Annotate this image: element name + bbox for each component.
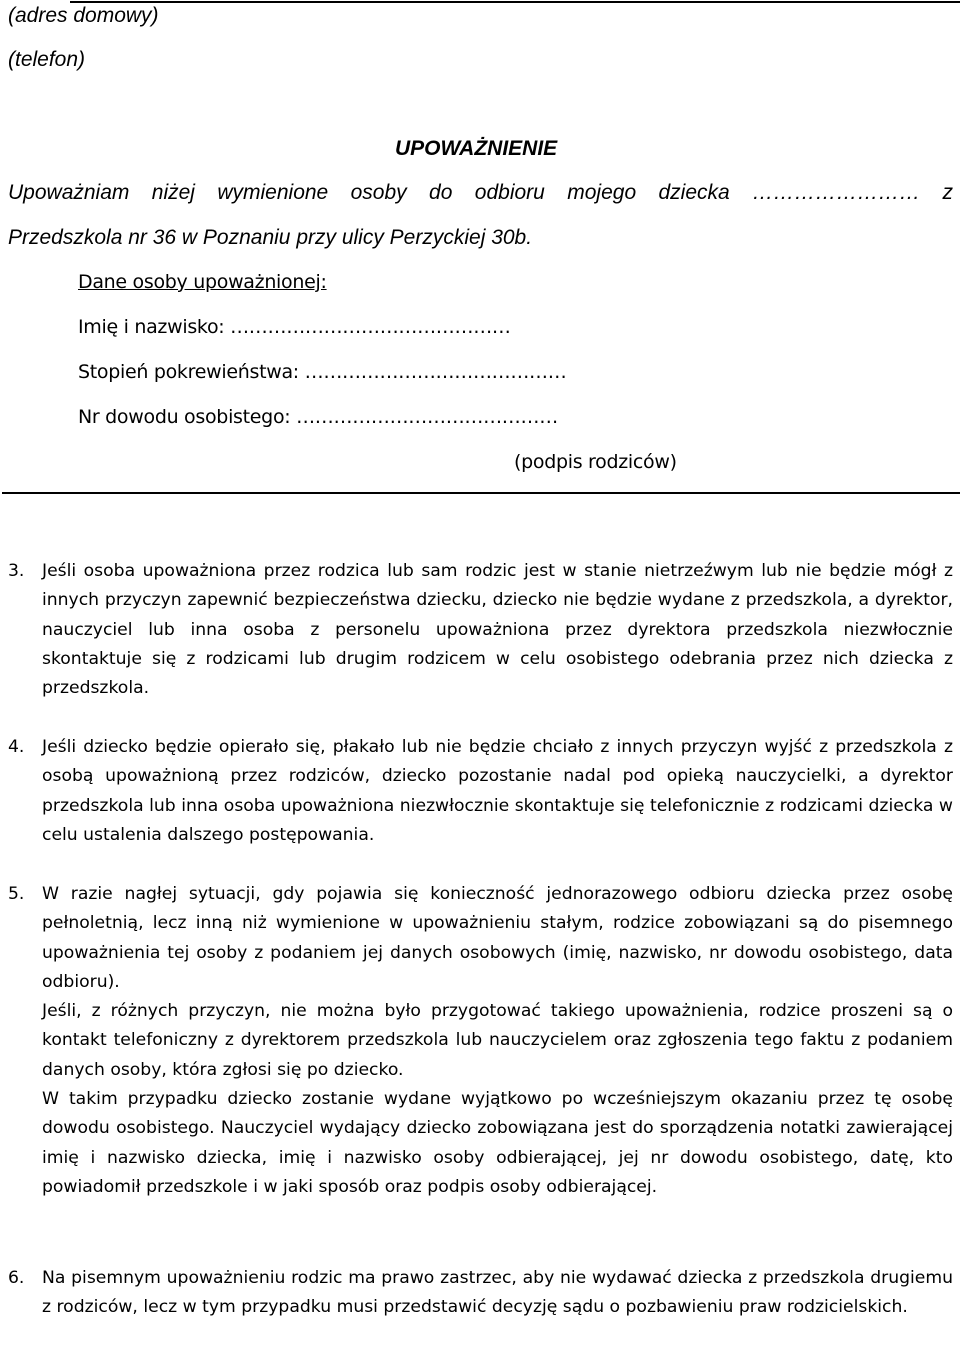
section-paragraph: W razie nagłej sytuacji, gdy pojawia się konieczność jednorazowego odbioru dziecka przez osobę pełnoletnią, lecz inną niż wymienione w upoważnieniu stałym, rodzice zobowiązani są do pisemnego upoważnienia tej osoby z podaniem jej danych osobowych (imię, nazwisko, nr dowodu osobistego, data odbioru). (42, 884, 953, 992)
section-number: 3. (8, 561, 25, 581)
section-paragraph: W takim przypadku dziecko zostanie wydane wyjątkowo po wcześniejszym okazaniu przez tę osobę dowodu osobistego. Nauczyciel wydający dziecko zobowiązana jest do sporządzenia notatki zawierającej imię i nazwisko dziecka, imię i nazwisko osoby odbierającej, jej nr dowodu osobistego, datę, kto powiadomił przedszkole i w jaki sposób oraz podpis osoby odbierającej. (42, 1089, 953, 1197)
section-body (42, 733, 953, 850)
document-title: UPOWAŻNIENIE (395, 137, 558, 160)
name-field: Imię i nazwisko: ……………………………………… (78, 316, 511, 338)
relation-field: Stopień pokrewieństwa: …………………………………… (78, 361, 567, 383)
phone-label: (telefon) (8, 48, 86, 71)
section-number: 5. (8, 884, 25, 904)
section-number: 4. (8, 737, 25, 757)
intro-line-2: Przedszkola nr 36 w Poznaniu przy ulicy Perzyckiej 30b. (8, 226, 533, 249)
section-body (42, 1264, 953, 1323)
top-divider (70, 1, 960, 3)
section-6 (0, 1264, 960, 1354)
id-number-field: Nr dowodu osobistego: …………………………………… (78, 406, 558, 428)
authorized-person-heading: Dane osoby upoważnionej: (78, 271, 327, 293)
intro-line-1: Upoważniam niżej wymienione osoby do odbioru mojego dziecka …………………… z (8, 181, 953, 204)
section-divider (2, 492, 960, 494)
section-body (42, 557, 953, 703)
section-number: 6. (8, 1268, 25, 1288)
parents-signature-label: (podpis rodziców) (514, 451, 677, 473)
section-paragraph: Jeśli dziecko będzie opierało się, płakało lub nie będzie chciało z innych przyczyn wyjść z przedszkola z osobą upoważnioną przez rodziców, dziecko pozostanie nadal pod opieką nauczycielki, a dyrektor przedszkola lub inna osoba upoważniona niezwłocznie skontaktuje się telefonicznie z rodzicami dziecka w celu ustalenia dalszego postępowania. (42, 737, 953, 845)
section-body (42, 880, 953, 1202)
section-paragraph: Jeśli, z różnych przyczyn, nie można było przygotować takiego upoważnienia, rodzice proszeni są o kontakt telefoniczny z dyrektorem przedszkola lub nauczycielem oraz zgłoszenia tego faktu z podaniem danych osoby, która zgłosi się po dziecko. (42, 1001, 953, 1080)
section-paragraph: Na pisemnym upoważnieniu rodzic ma prawo zastrzec, aby nie wydawać dziecka z przedszkola drugiemu z rodziców, lecz w tym przypadku musi przedstawić decyzję sądu o pozbawieniu praw rodzicielskich. (42, 1268, 953, 1318)
section-5 (0, 880, 960, 1240)
section-paragraph: Jeśli osoba upoważniona przez rodzica lub sam rodzic jest w stanie nietrzeźwym lub nie będzie mógł z innych przyczyn zapewnić bezpieczeństwa dziecku, dziecko nie będzie wydane z przedszkola, a dyrektor, nauczyciel lub inna osoba z personelu upoważniona przez dyrektora przedszkola niezwłocznie skontaktuje się z rodzicami lub drugim rodzicem w celu osobistego odebrania przez nich dziecka z przedszkola. (42, 561, 953, 699)
home-address-label: (adres domowy) (8, 4, 159, 27)
section-3 (0, 557, 960, 707)
section-4 (0, 733, 960, 853)
